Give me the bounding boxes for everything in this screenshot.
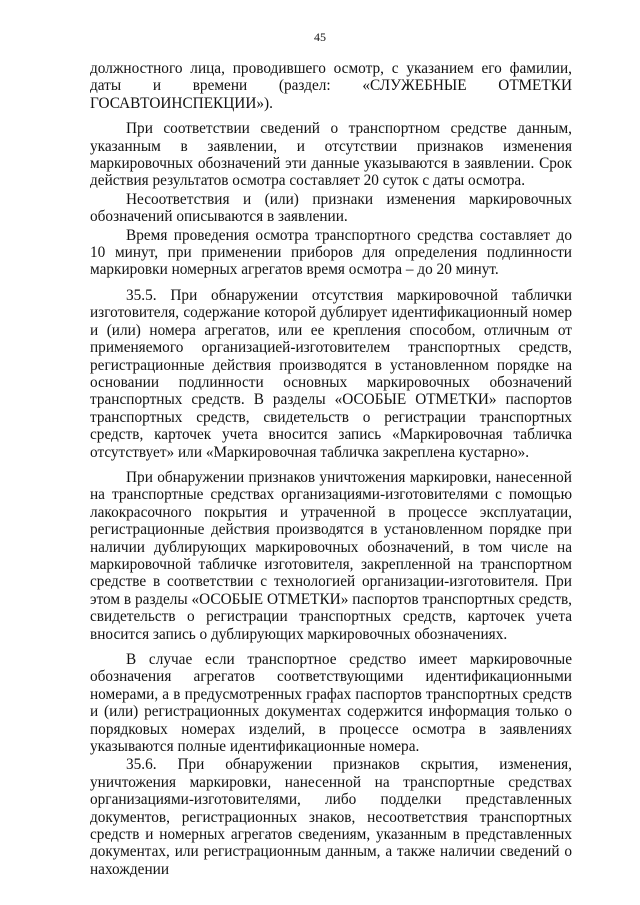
paragraph-inspection-match: При соответствии сведений о транспортном средстве данным, указанным в заявлении, и отсутствии признаков изменения маркировочных обозначений эти данные указываются в заявлении. Срок действия результатов осмотра составляет 20 суток с даты осмотра. — [90, 120, 572, 190]
paragraph-35-6: 35.6. При обнаружении признаков скрытия, изменения, уничтожения маркировки, нанесенной на транспортные средствах организациями-изготовителями, либо подделки представленных документов, регистрационных знаков, несоответствия транспортных средств и номерных агрегатов сведениям, указанным в представленных документах, или регистрационным данным, а также наличии сведений о нахождении — [90, 756, 572, 878]
page-number: 45 — [314, 30, 326, 44]
paragraph-serial-numbers: В случае если транспортное средство имеет маркировочные обозначения агрегатов соответствующими идентификационными номерами, а в предусмотренных графах паспортов транспортных средств и (или) регистрационных документах содержится информация только о порядковых номерах изделий, в процессе осмотра в заявлениях указываются полные идентификационные номера. — [90, 651, 572, 756]
paragraph-discrepancies: Несоответствия и (или) признаки изменения маркировочных обозначений описываются в заявлении. — [90, 190, 572, 226]
paragraph-marking-destruction: При обнаружении признаков уничтожения маркировки, нанесенной на транспортные средствах организациями-изготовителями с помощью лакокрасочного покрытия и утраченной в процессе эксплуатации, регистрационные действия производятся в установленном порядке при наличии дублирующих маркировочных обозначений, в том числе на маркировочной табличке изготовителя, закрепленной на транспортном средстве в соответствии с технологией организации-изготовителя. При этом в разделы «ОСОБЫЕ ОТМЕТКИ» паспортов транспортных средств, свидетельств о регистрации транспортных средств, карточек учета вносится запись о дублирующих маркировочных обозначениях. — [90, 468, 572, 643]
document-body — [90, 60, 572, 879]
paragraph-continuation: должностного лица, проводившего осмотр, с указанием его фамилии, даты и времени (раздел: «СЛУЖЕБНЫЕ ОТМЕТКИ ГОСАВТОИНСПЕКЦИИ»). — [90, 60, 572, 112]
paragraph-inspection-time: Время проведения осмотра транспортного средства составляет до 10 минут, при применении приборов для определения подлинности маркировки номерных агрегатов время осмотра – до 20 минут. — [90, 226, 572, 279]
paragraph-35-5: 35.5. При обнаружении отсутствия маркировочной таблички изготовителя, содержание которой дублирует идентификационный номер и (или) номера агрегатов, или ее крепления способом, отличным от применяемого организацией-изготовителем транспортных средств, регистрационные действия производятся в установленном порядке на основании подлинности основных маркировочных обозначений транспортных средств. В разделы «ОСОБЫЕ ОТМЕТКИ» паспортов транспортных средств, свидетельств о регистрации транспортных средств, карточек учета вносится запись «Маркировочная табличка отсутствует» или «Маркировочная табличка закреплена кустарно». — [90, 286, 572, 461]
